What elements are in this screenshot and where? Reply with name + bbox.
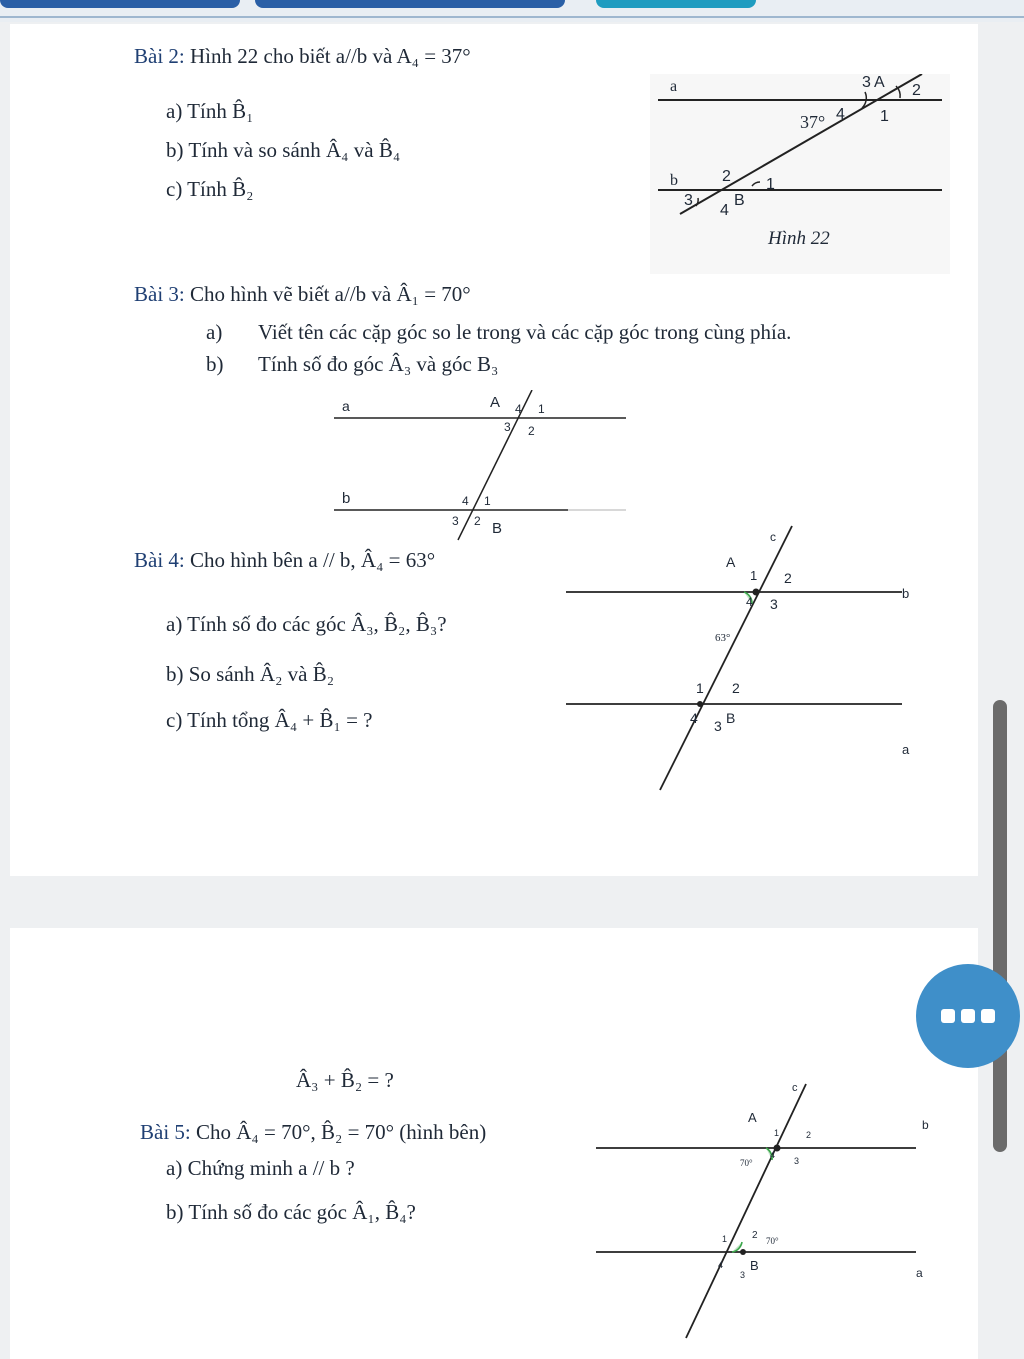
fig4-angle-63: 63° [715,632,731,644]
tab-2[interactable] [255,0,565,8]
fig4-b4: 4 [690,710,698,726]
fig3-label-a: a [342,398,350,414]
fig22-a1: 1 [880,108,889,125]
bai5-part-b: b) Tính số đo các góc Â₁, B̂₄? [166,1200,416,1224]
fig5-b2: 2 [752,1230,758,1241]
fig22-b3: 3 [684,192,693,209]
fig3-b1: 1 [484,494,491,508]
bai3-heading [134,282,471,307]
more-dot-icon [941,1009,955,1023]
fig3-a4: 4 [515,402,522,416]
fig3-a3: 3 [504,420,511,434]
bai5-intro: Cho Â₄ = 70°, B̂₂ = 70° (hình bên) [196,1120,487,1144]
fig22-point-A: A [874,74,885,91]
fig3-a2: 2 [528,424,535,438]
fig22-angle-37: 37° [800,112,826,132]
bai4-heading [134,548,435,573]
fig3-b4: 4 [462,494,469,508]
figure-bai4 [566,520,916,800]
fig4-label-c: c [770,530,776,544]
tab-3[interactable] [596,0,756,8]
more-options-button[interactable] [916,964,1020,1068]
fig5-a2: 2 [806,1130,812,1140]
bai3-part-a-label: a) [206,320,223,344]
bai3-part-b-label: b) [206,352,224,376]
figure-bai5-lines [596,1078,936,1359]
fig22-a3: 3 [862,74,871,91]
bai4-intro: Cho hình bên a // b, Â₄ = 63° [190,548,436,572]
bai4-title: Bài 4: [134,548,185,572]
bai5-pre-question: Â₃ + B̂₂ = ? [296,1068,394,1092]
figure-22 [650,74,950,274]
bai4-part-a: a) Tính số đo các góc Â₃, B̂₂, B̂₃? [166,612,447,636]
fig3-point-A: A [490,394,501,411]
fig4-label-a: a [902,742,910,757]
fig5-a3: 3 [794,1156,800,1166]
fig3-label-b: b [342,490,351,507]
bai3-part-b: Tính số đo góc Â₃ và góc B₃ [258,352,499,376]
top-tab-bar [0,0,1024,22]
bai3-intro: Cho hình vẽ biết a//b và Â₁ = 70° [190,282,471,306]
fig5-a4: 4 [770,1150,776,1160]
fig4-b2: 2 [732,680,740,696]
more-dot-icon [961,1009,975,1023]
bai4-part-b: b) So sánh Â₂ và B̂₂ [166,662,335,686]
fig5-label-a: a [916,1266,923,1280]
figure-22-caption: Hình 22 [768,228,830,249]
fig22-b4: 4 [720,202,729,219]
fig5-label-b: b [922,1118,929,1132]
scrollbar-thumb[interactable] [993,700,1007,1152]
document-page-1 [10,24,978,876]
fig3-b3: 3 [452,514,459,528]
fig4-label-b: b [902,586,910,601]
bai2-part-b: b) Tính và so sánh Â₄ và B̂₄ [166,138,401,162]
fig22-a4: 4 [836,106,845,123]
fig5-label-c: c [792,1082,798,1094]
more-dot-icon [981,1009,995,1023]
fig5-point-A: A [748,1110,757,1125]
fig5-b3: 3 [740,1270,746,1280]
fig22-a2: 2 [912,82,921,99]
figure-bai5 [596,1078,936,1359]
fig4-a2: 2 [784,570,792,586]
fig5-a1: 1 [774,1128,780,1138]
bai3-part-a: Viết tên các cặp góc so le trong và các cặp góc trong cùng phía. [258,320,792,344]
fig5-b1: 1 [722,1234,728,1244]
fig3-b2: 2 [474,514,481,528]
tab-1[interactable] [0,0,240,8]
bai5-heading [140,1120,486,1145]
fig5-angle-A: 70° [740,1158,753,1168]
fig4-point-A: A [726,554,736,570]
fig3-point-B: B [492,520,503,537]
fig4-b1: 1 [696,680,704,696]
fig5-angle-B: 70° [766,1236,779,1246]
bai2-given: A₄ = 37° [396,44,471,68]
fig4-b3: 3 [714,718,722,734]
fig22-label-a: a [670,78,678,95]
fig4-point-B: B [726,710,736,726]
bai2-intro: Hình 22 cho biết a//b và [190,44,397,68]
fig4-a1: 1 [750,568,758,583]
figure-bai4-lines [566,520,916,800]
bai4-part-c: c) Tính tổng Â₄ + B̂₁ = ? [166,708,373,732]
bai2-title: Bài 2: [134,44,185,68]
fig5-b4: 4 [718,1260,724,1270]
bai5-title: Bài 5: [140,1120,191,1144]
fig22-b1: 1 [766,176,775,193]
bai2-part-c: c) Tính B̂₂ [166,177,254,201]
bai2-heading [134,44,471,69]
bai2-part-a: a) Tính B̂₁ [166,99,254,123]
top-divider [0,16,1024,18]
fig3-a1: 1 [538,402,545,416]
fig22-point-B: B [734,192,745,209]
fig22-label-b: b [670,172,678,189]
fig4-a4: 4 [746,595,753,609]
fig22-b2: 2 [722,168,731,185]
fig5-point-B: B [750,1258,759,1273]
fig4-a3: 3 [770,596,778,612]
bai5-part-a: a) Chứng minh a // b ? [166,1156,355,1180]
document-page-2 [10,928,978,1359]
bai3-title: Bài 3: [134,282,185,306]
